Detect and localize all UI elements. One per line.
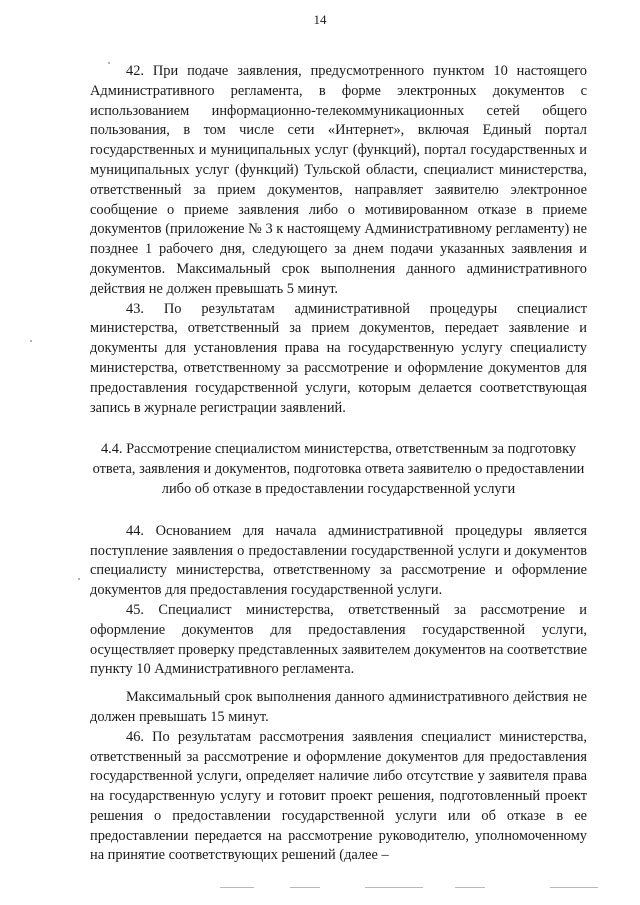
scan-footer-marks (220, 887, 600, 891)
paragraph-46: 46. По результатам рассмотрения заявления специалист министерства, ответственный за рассмотрение и оформление документов для предоставления государственной услуги, определяет наличие либо отсутствие у заявителя права на государственную услугу и готовит проект решения, подготовленный проект решения о предоставлении государственной услуги или об отказе в ее предоставлении передается на рассмотрение руководителю, уполномоченному на принятие соответствующих решений (далее – (90, 728, 587, 864)
paragraph-44: 44. Основанием для начала административной процедуры является поступление заявления о предоставлении государственной услуги и документов специалисту министерства, ответственному за рассмотрение и оформление документов для предоставления государственной услуги. (90, 522, 587, 599)
document-body (90, 62, 587, 866)
paragraph-42: 42. При подаче заявления, предусмотренного пунктом 10 настоящего Административного регламента, в форме электронных документов с использованием информационно-телекоммуникационных сетей общего пользования, в том числе сети «Интернет», включая Единый портал государственных и муниципальных услуг (функций), портал государственных и муниципальных услуг (функций) Тульской области, специалист министерства, ответственный за прием документов, направляет заявителю электронное сообщение о приеме заявления либо о мотивированном отказе в приеме документов (приложение № 3 к настоящему Административному регламенту) не позднее 1 рабочего дня, следующего за днем подачи указанных заявления и документов. Максимальный срок выполнения данного административного действия не должен превышать 5 минут. (90, 63, 587, 297)
page-number: 14 (313, 12, 327, 27)
paragraph-43: 43. По результатам административной процедуры специалист министерства, ответственный за прием документов, передает заявление и документы для установления права на государственную услугу специалисту министерства, ответственному за рассмотрение и оформление документов для предоставления государственной услуги, которым делается соответствующая запись в журнале регистрации заявлений. (90, 300, 587, 416)
paragraph-45-time-limit: Максимальный срок выполнения данного административного действия не должен превышать 15 минут. (90, 689, 587, 725)
scan-margin-mark (108, 62, 110, 64)
paragraph-45: 45. Специалист министерства, ответственный за рассмотрение и оформление документов для предоставления государственной услуги, осуществляет проверку представленных заявителем документов на соответствие пункту 10 Административного регламента. (90, 601, 587, 678)
section-heading-4-4: 4.4. Рассмотрение специалистом министерства, ответственным за подготовку ответа, заявления и документов, подготовка ответа заявителю о предоставлении либо об отказе в предоставлении государственной услуги (92, 441, 585, 497)
scan-margin-mark (30, 340, 32, 342)
scan-margin-mark (78, 578, 80, 580)
